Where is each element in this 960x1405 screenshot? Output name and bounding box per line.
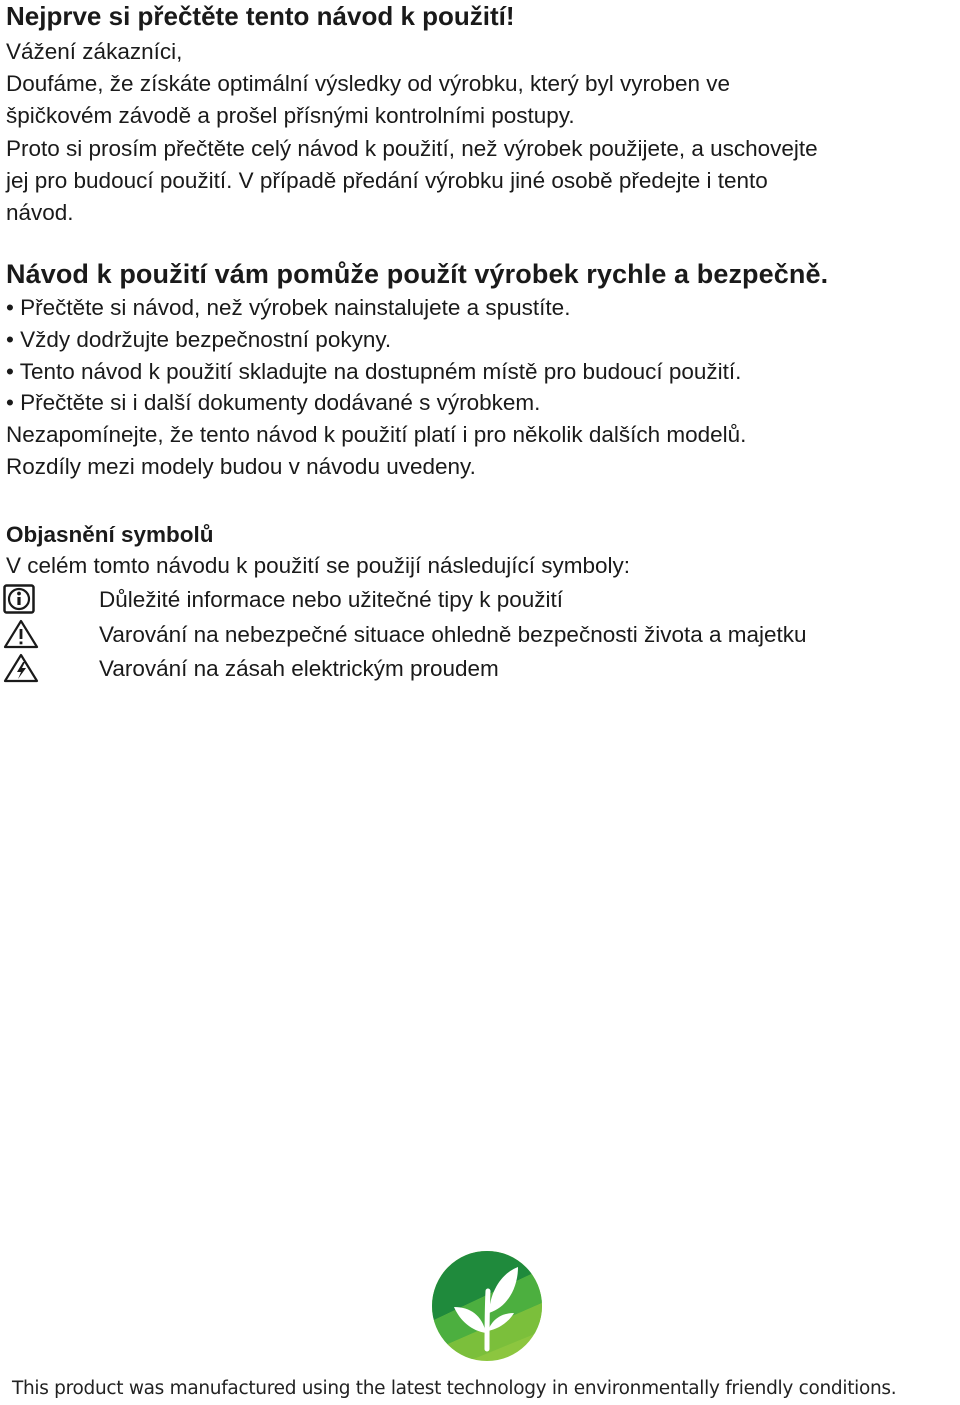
page-title: Nejprve si přečtěte tento návod k použití! [6,1,515,31]
list-item: • Tento návod k použití skladujte na dostupném místě pro budoucí použití. [6,358,742,384]
list-item: • Přečtěte si návod, než výrobek nainstalujete a spustíte. [6,295,571,320]
symbol-description: Důležité informace nebo užitečné tipy k použití [99,587,563,612]
symbol-row-info [3,584,943,616]
intro-line: špičkovém závodě a prošel přísnými kontrolními postupy. [6,103,575,129]
intro-paragraph [6,36,956,229]
info-icon [3,584,35,614]
list-item: • Přečtěte si i další dokumenty dodávané s výrobkem. [6,390,541,416]
note-line: Nezapomínejte, že tento návod k použití platí i pro několik dalších modelů. [6,422,747,447]
section-heading: Návod k použití vám pomůže použít výrobek rychle a bezpečně. [6,259,829,289]
intro-line: návod. [6,200,74,226]
intro-line: Proto si prosím přečtěte celý návod k použití, než výrobek použijete, a uschovejte [6,135,818,161]
intro-line: Doufáme, že získáte optimální výsledky od výrobku, který byl vyroben ve [6,71,731,97]
intro-line: jej pro budoucí použití. V případě předání výrobku jiné osobě předejte i tento [6,167,768,193]
instructions-list [6,292,741,419]
warning-icon [3,619,39,649]
symbol-row-warning [3,619,943,651]
note-line: Rozdíly mezi modely budou v návodu uvedeny. [6,453,476,479]
list-item: • Vždy dodržujte bezpečnostní pokyny. [6,326,392,352]
eco-leaf-logo [432,1251,542,1361]
symbol-row-electric [3,653,943,685]
footer-note: This product was manufactured using the latest technology in environmentally friendly conditions. [12,1378,897,1399]
symbols-intro: V celém tomto návodu k použití se použijí následující symboly: [6,553,631,578]
symbol-description: Varování na nebezpečné situace ohledně bezpečnosti života a majetku [99,622,807,647]
models-note [6,419,746,483]
symbol-description: Varování na zásah elektrickým proudem [99,656,499,681]
intro-line: Vážení zákazníci, [6,39,183,64]
symbols-heading: Objasnění symbolů [6,522,214,547]
electric-shock-icon [3,653,39,683]
